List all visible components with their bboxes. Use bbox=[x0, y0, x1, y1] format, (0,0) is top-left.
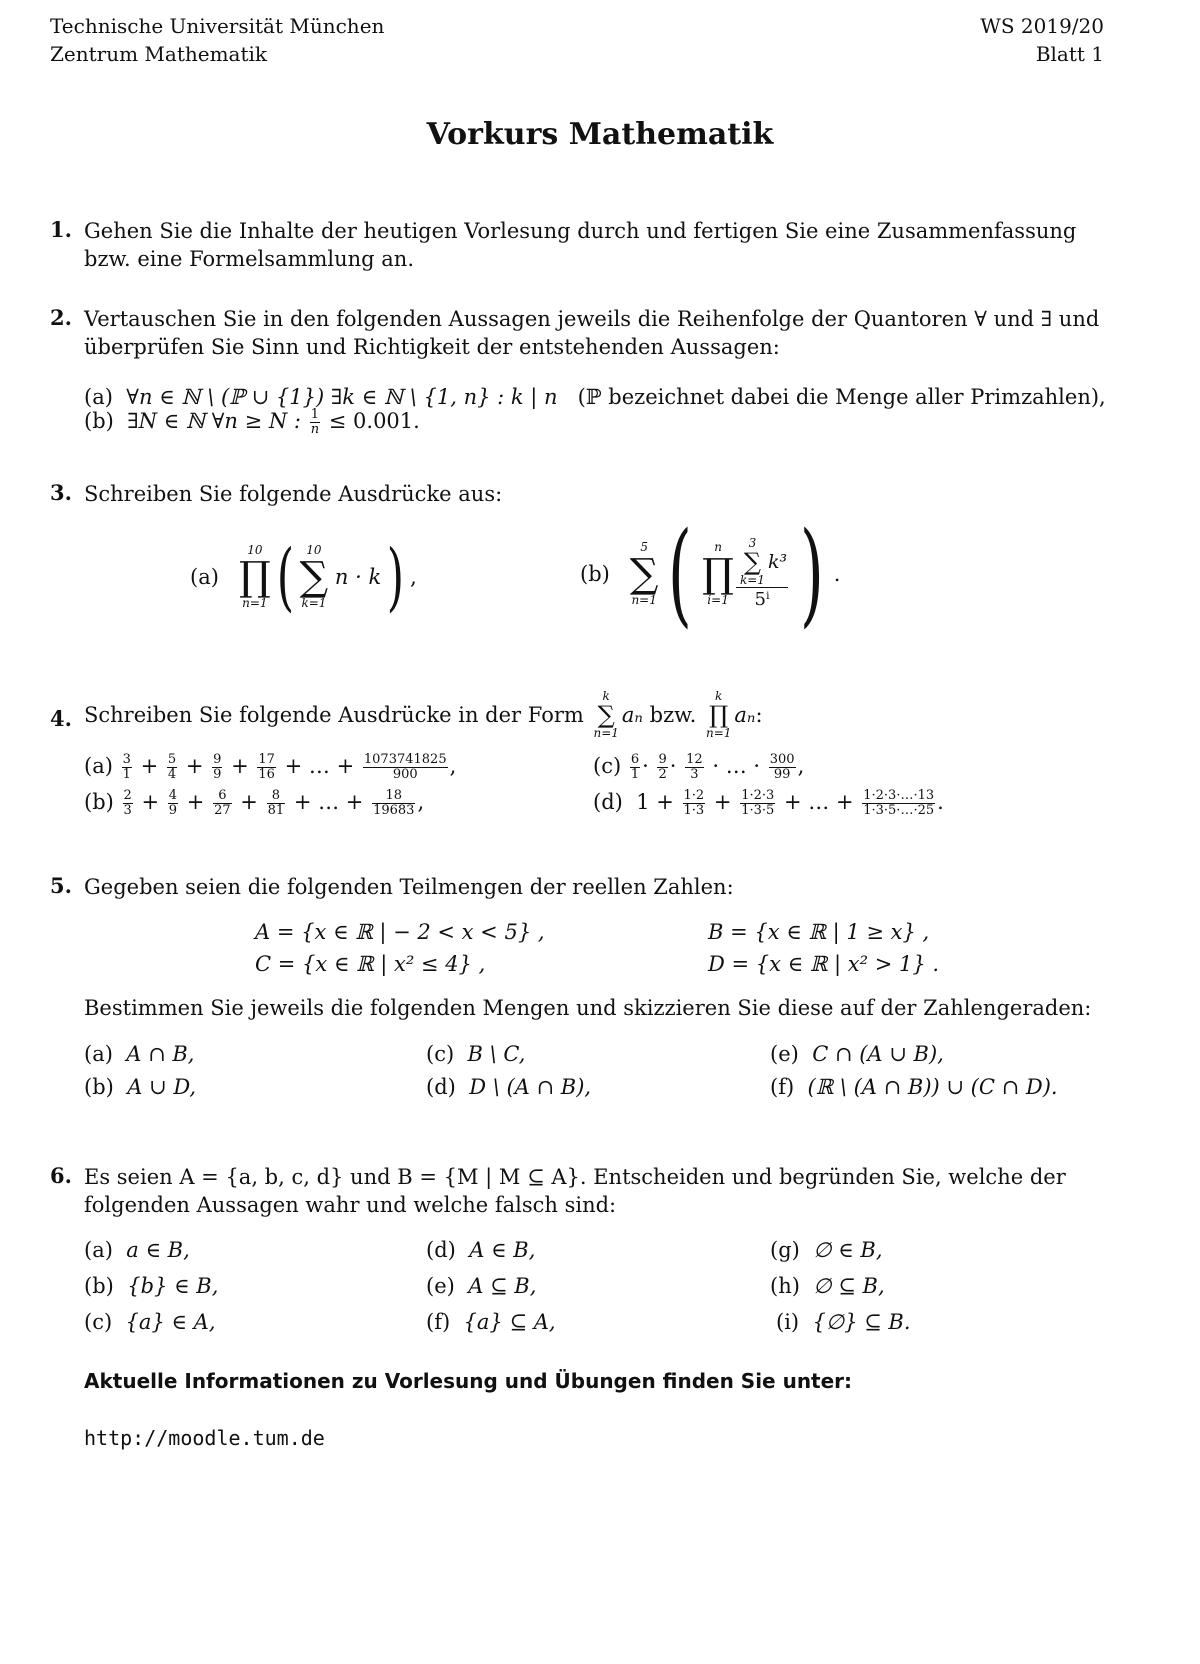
inner-sum-operator bbox=[740, 537, 765, 587]
exercise-6f bbox=[426, 1308, 556, 1336]
punctuation: : bbox=[755, 703, 763, 727]
exercise-2-text: Vertauschen Sie in den folgenden Aussagen jeweils die Reihenfolge der Quantoren ∀ und ∃ und überprüfen Sie Sinn und Richtigkeit der entstehenden Aussagen: bbox=[84, 307, 1100, 359]
fraction-numerator: 3 bbox=[122, 752, 131, 767]
statement-expression: {a} ⊆ A, bbox=[463, 1310, 556, 1334]
exercise-1-number: 1. bbox=[50, 217, 72, 242]
fraction bbox=[372, 789, 415, 818]
sum-operator bbox=[593, 690, 618, 740]
sum-symbol: ∑ bbox=[597, 701, 615, 729]
set-d-definition: D = {x ∈ ℝ | x² > 1} . bbox=[708, 952, 940, 976]
plus-sign: + bbox=[783, 790, 802, 814]
fraction bbox=[363, 753, 448, 782]
summand: n · k bbox=[334, 565, 382, 589]
exercise-4a bbox=[84, 752, 456, 782]
item-note: (ℙ bezeichnet dabei die Menge aller Primzahlen), bbox=[577, 385, 1106, 409]
fraction bbox=[168, 789, 178, 818]
lower-limit: n=1 bbox=[242, 596, 268, 610]
exercise-2-number: 2. bbox=[50, 305, 72, 330]
product-operator bbox=[706, 690, 731, 740]
product-symbol: ∏ bbox=[238, 554, 271, 600]
math-expression-end: ≤ 0.001. bbox=[328, 409, 420, 433]
fraction-denominator: 9 bbox=[213, 767, 222, 782]
fraction-numerator: 9 bbox=[658, 752, 667, 767]
exercise-6g bbox=[770, 1236, 883, 1264]
punctuation: , bbox=[797, 754, 805, 778]
statement-expression: A ∈ B, bbox=[469, 1238, 536, 1262]
exercise-5c bbox=[426, 1040, 525, 1068]
exercise-4c: (c) $\frac{6}{1}$ · $\frac{9}{2}$ · $\frac{12}{3}$ · … · $\frac{300}{99}$ , bbox=[593, 752, 805, 782]
plus-sign: + bbox=[141, 790, 160, 814]
fraction-numerator: 6 bbox=[213, 789, 232, 804]
exercise-5a bbox=[84, 1040, 195, 1068]
fraction-denominator: 99 bbox=[773, 767, 791, 782]
fraction-denominator: 27 bbox=[214, 803, 231, 818]
right-paren: ) bbox=[799, 509, 824, 639]
fraction bbox=[657, 753, 667, 782]
term-a-n: aₙ bbox=[734, 703, 756, 727]
fraction-numerator: 12 bbox=[686, 752, 703, 767]
item-label: (c) bbox=[426, 1042, 455, 1066]
fraction bbox=[630, 753, 640, 782]
fraction-denominator: 4 bbox=[167, 767, 177, 782]
set-expression: A ∪ D, bbox=[127, 1075, 197, 1099]
sheet-number: Blatt 1 bbox=[1035, 42, 1104, 66]
math-expression: ∃N ∈ ℕ ∀n ≥ N : bbox=[127, 409, 302, 433]
moodle-link[interactable]: http://moodle.tum.de bbox=[84, 1426, 325, 1450]
fraction-denominator: 1·3·5 bbox=[741, 803, 775, 818]
fraction bbox=[122, 753, 132, 782]
lower-limit: n=1 bbox=[593, 726, 619, 740]
product-operator bbox=[239, 544, 271, 610]
fraction-denominator: 3 bbox=[123, 803, 132, 818]
page-title: Vorkurs Mathematik bbox=[426, 117, 774, 152]
semester: WS 2019/20 bbox=[980, 14, 1104, 38]
lower-limit: k=1 bbox=[301, 596, 327, 610]
plus-sign: + bbox=[185, 754, 204, 778]
sum-symbol: ∑ bbox=[299, 554, 329, 600]
university-name: Technische Universität München bbox=[50, 14, 385, 38]
fraction-numerator: 8 bbox=[267, 789, 286, 804]
plus-sign: + bbox=[231, 754, 249, 778]
fraction-denominator: 1·3·5·…·25 bbox=[863, 803, 935, 818]
punctuation: . bbox=[937, 790, 944, 814]
fraction-numerator: 17 bbox=[258, 752, 275, 767]
fraction bbox=[213, 789, 232, 818]
exercise-6-text: Es seien A = {a, b, c, d} und B = {M | M ⊆ A}. Entscheiden und begründen Sie, welche der folgenden Aussagen wahr und welche falsch sind: bbox=[84, 1165, 1066, 1217]
exercise-3-number: 3. bbox=[50, 480, 72, 505]
set-expression: A ∩ B, bbox=[126, 1042, 195, 1066]
product-symbol: ∏ bbox=[709, 701, 729, 729]
fraction-numerator: 300 bbox=[769, 752, 795, 767]
lower-limit: k=1 bbox=[739, 572, 765, 587]
ellipsis: … + bbox=[308, 754, 355, 778]
ellipsis: … + bbox=[318, 790, 364, 814]
fraction-denominator: 81 bbox=[267, 803, 285, 818]
sum-operator bbox=[300, 544, 329, 610]
exercise-6i bbox=[776, 1308, 911, 1336]
fraction-denominator: 1 bbox=[630, 767, 640, 782]
fraction-denominator: 9 bbox=[168, 803, 178, 818]
fraction-denominator: 900 bbox=[392, 767, 418, 782]
punctuation: , bbox=[410, 565, 417, 589]
exercise-4b bbox=[84, 788, 424, 818]
upper-limit: n bbox=[714, 540, 722, 554]
item-label: (a) bbox=[190, 565, 219, 589]
item-label: (f) bbox=[770, 1075, 795, 1099]
item-label: (h) bbox=[770, 1274, 800, 1298]
set-b-definition: B = {x ∈ ℝ | 1 ≥ x} , bbox=[708, 920, 930, 944]
item-label: (a) bbox=[84, 1042, 113, 1066]
math-expression: ∀n ∈ ℕ \ (ℙ ∪ {1}) ∃k ∈ ℕ \ {1, n} : k | n bbox=[126, 385, 558, 409]
punctuation: , bbox=[417, 790, 425, 814]
statement-expression: {∅} ⊆ B. bbox=[812, 1310, 911, 1334]
set-expression: D \ (A ∩ B), bbox=[469, 1075, 592, 1099]
fraction-numerator: 1 bbox=[310, 407, 320, 422]
exercise-6h bbox=[770, 1272, 885, 1300]
fraction bbox=[685, 753, 704, 782]
plus-sign: + bbox=[240, 790, 258, 814]
item-label: (d) bbox=[426, 1075, 456, 1099]
product-operator bbox=[702, 541, 734, 607]
upper-limit: 10 bbox=[247, 543, 263, 557]
term-a-n: aₙ bbox=[621, 703, 643, 727]
sum-symbol: ∑ bbox=[629, 551, 659, 597]
fraction bbox=[212, 753, 222, 782]
fraction bbox=[123, 789, 133, 818]
set-c-definition: C = {x ∈ ℝ | x² ≤ 4} , bbox=[255, 952, 486, 976]
punctuation: , bbox=[449, 754, 457, 778]
fraction-numerator: 1·2 bbox=[683, 788, 705, 803]
item-label: (a) bbox=[84, 385, 113, 409]
plus-sign: + bbox=[284, 754, 303, 778]
sum-symbol: ∑ bbox=[743, 547, 762, 576]
fraction bbox=[257, 753, 276, 782]
item-label: (c) bbox=[84, 1310, 113, 1334]
exercise-2b bbox=[84, 407, 420, 437]
fraction bbox=[862, 789, 935, 818]
leading-term: 1 + bbox=[636, 790, 674, 814]
punctuation: . bbox=[833, 562, 841, 586]
statement-expression: ∅ ⊆ B, bbox=[813, 1274, 885, 1298]
fraction-numerator: 2 bbox=[123, 788, 132, 803]
exercise-5-instruction: Bestimmen Sie jeweils die folgenden Mengen und skizzieren Sie diese auf der Zahlengeraden: bbox=[84, 996, 1092, 1020]
statement-expression: a ∈ B, bbox=[126, 1238, 190, 1262]
ellipsis: … + bbox=[808, 790, 854, 814]
summand: k³ bbox=[767, 550, 788, 573]
exercise-6e bbox=[426, 1272, 536, 1300]
exercise-5e bbox=[770, 1040, 944, 1068]
item-label: (a) bbox=[84, 1238, 113, 1262]
exercise-5f bbox=[770, 1073, 1058, 1101]
sum-operator bbox=[630, 541, 659, 607]
fraction bbox=[683, 789, 706, 818]
plus-sign: + bbox=[186, 790, 205, 814]
fraction-denominator: 1 bbox=[122, 767, 131, 782]
statement-expression: {a} ∈ A, bbox=[125, 1310, 216, 1334]
ellipsis: · … · bbox=[712, 754, 761, 778]
plus-sign: + bbox=[293, 790, 312, 814]
exercise-4d bbox=[593, 788, 944, 818]
fraction-numerator: 1·2·3 bbox=[741, 788, 775, 803]
fraction-numerator: 1073741825 bbox=[363, 752, 447, 767]
fraction-denominator: 1·3 bbox=[683, 803, 705, 818]
left-paren: ( bbox=[668, 509, 693, 639]
exercise-5b bbox=[84, 1073, 196, 1101]
upper-limit: 5 bbox=[640, 540, 648, 554]
item-label: (b) bbox=[84, 790, 114, 814]
fraction-denominator: 5ⁱ bbox=[754, 588, 770, 610]
fraction-numerator: 9 bbox=[213, 752, 222, 767]
plus-sign: + bbox=[140, 754, 159, 778]
exercise-3a bbox=[190, 534, 417, 620]
plus-sign: + bbox=[713, 790, 732, 814]
exercise-6-number: 6. bbox=[50, 1163, 72, 1188]
exercise-5-number: 5. bbox=[50, 873, 72, 898]
fraction-numerator: 1·2·3·…·13 bbox=[863, 788, 935, 803]
fraction bbox=[310, 408, 320, 437]
exercise-4-number: 4. bbox=[50, 706, 72, 731]
department-name: Zentrum Mathematik bbox=[50, 42, 268, 66]
fraction-denominator: 2 bbox=[658, 767, 667, 782]
set-a-definition: A = {x ∈ ℝ | − 2 < x < 5} , bbox=[255, 920, 545, 944]
set-expression: C ∩ (A ∪ B), bbox=[812, 1042, 944, 1066]
item-label: (b) bbox=[84, 409, 114, 433]
right-paren: ) bbox=[386, 534, 405, 620]
fraction-numerator: 4 bbox=[168, 788, 178, 803]
item-label: (b) bbox=[580, 562, 610, 586]
item-label: (b) bbox=[84, 1274, 114, 1298]
item-label: (i) bbox=[776, 1310, 800, 1334]
item-label: (d) bbox=[426, 1238, 456, 1262]
product-symbol: ∏ bbox=[702, 551, 734, 597]
item-label: (g) bbox=[770, 1238, 800, 1262]
lower-limit: n=1 bbox=[705, 726, 732, 740]
info-heading: Aktuelle Informationen zu Vorlesung und Übungen finden Sie unter: bbox=[84, 1369, 853, 1393]
fraction bbox=[740, 789, 775, 818]
exercise-4-text bbox=[84, 690, 763, 740]
exercise-6a bbox=[84, 1236, 190, 1264]
fraction bbox=[769, 753, 796, 782]
statement-expression: A ⊆ B, bbox=[468, 1274, 537, 1298]
fraction-denominator: 19683 bbox=[373, 803, 415, 818]
statement-expression: {b} ∈ B, bbox=[127, 1274, 219, 1298]
fraction-numerator bbox=[736, 537, 788, 588]
exercise-1-text: Gehen Sie die Inhalte der heutigen Vorlesung durch und fertigen Sie eine Zusammenfassung bzw. eine Formelsammlung an. bbox=[84, 219, 1077, 271]
header-left bbox=[50, 12, 384, 68]
exercise-5d bbox=[426, 1073, 591, 1101]
upper-limit: k bbox=[715, 689, 723, 703]
fraction-denominator: 3 bbox=[690, 767, 699, 782]
upper-limit: 3 bbox=[748, 535, 757, 550]
fraction-denominator: n bbox=[310, 422, 320, 437]
fraction-numerator: 6 bbox=[630, 752, 640, 767]
fraction-numerator: 18 bbox=[372, 789, 415, 804]
exercise-6b bbox=[84, 1272, 218, 1300]
set-expression: B \ C, bbox=[467, 1042, 526, 1066]
fraction-denominator: 16 bbox=[258, 767, 275, 782]
statement-expression: ∅ ∈ B, bbox=[813, 1238, 883, 1262]
fraction-numerator: 5 bbox=[167, 752, 177, 767]
item-label: (f) bbox=[426, 1310, 451, 1334]
fraction bbox=[736, 537, 788, 612]
lower-limit: i=1 bbox=[707, 593, 729, 607]
instruction-text: Schreiben Sie folgende Ausdrücke in der Form bbox=[84, 703, 584, 727]
lower-limit: n=1 bbox=[631, 593, 657, 607]
exercise-3b bbox=[580, 509, 841, 639]
header-right bbox=[980, 12, 1104, 68]
instruction-text: bzw. bbox=[649, 703, 697, 727]
upper-limit: k bbox=[602, 689, 610, 703]
exercise-3-text: Schreiben Sie folgende Ausdrücke aus: bbox=[84, 482, 503, 506]
upper-limit: 10 bbox=[306, 543, 322, 557]
item-label: (c) bbox=[593, 754, 622, 778]
item-label: (a) bbox=[84, 754, 113, 778]
item-label: (b) bbox=[84, 1075, 114, 1099]
exercise-6c bbox=[84, 1308, 216, 1336]
item-label: (e) bbox=[770, 1042, 799, 1066]
item-label: (d) bbox=[593, 790, 623, 814]
exercise-5-text: Gegeben seien die folgenden Teilmengen der reellen Zahlen: bbox=[84, 875, 734, 899]
fraction bbox=[267, 789, 286, 818]
set-expression: (ℝ \ (A ∩ B)) ∪ (C ∩ D). bbox=[807, 1075, 1058, 1099]
fraction bbox=[167, 753, 177, 782]
item-label: (e) bbox=[426, 1274, 455, 1298]
exercise-6d bbox=[426, 1236, 535, 1264]
left-paren: ( bbox=[276, 534, 294, 620]
